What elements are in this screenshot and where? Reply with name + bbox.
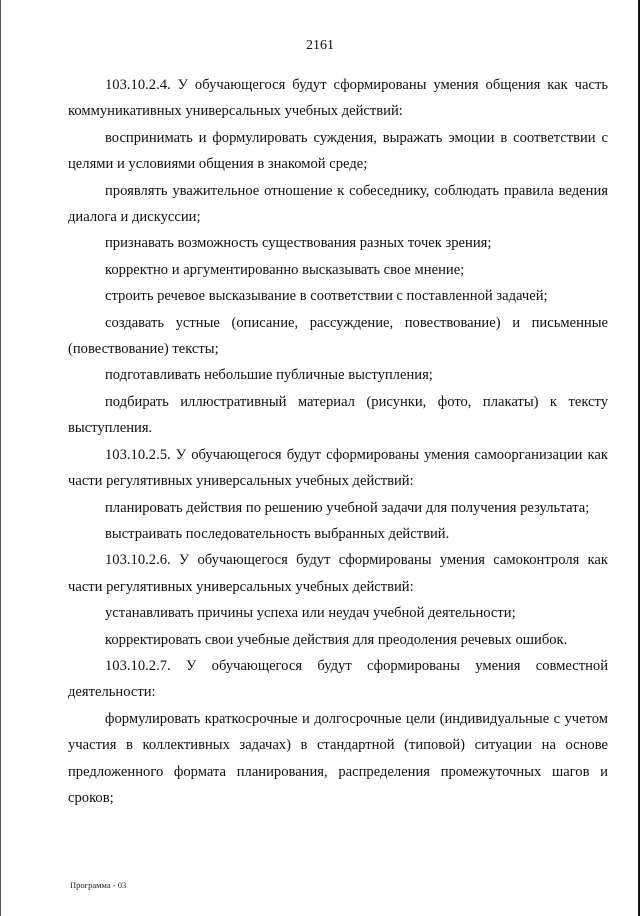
list-item: выстраивать последовательность выбранных действий. bbox=[105, 525, 450, 542]
list-item: создавать устные (описание, рассуждение, повествование) и письменные (повествование) тексты; bbox=[68, 314, 608, 358]
list-item: планировать действия по решению учебной задачи для получения результата; bbox=[105, 499, 590, 516]
paragraph-103-10-2-4: 103.10.2.4. У обучающегося будут сформированы умения общения как часть коммуникативных универсальных учебных действий: bbox=[68, 77, 608, 120]
paragraph-103-10-2-5: 103.10.2.5. У обучающегося будут сформированы умения самоорганизации как части регулятивных универсальных учебных действий: bbox=[68, 446, 608, 490]
list-item: признавать возможность существования разных точек зрения; bbox=[105, 235, 492, 252]
scan-edge-left bbox=[0, 0, 1, 916]
page-number: 2161 bbox=[306, 38, 334, 53]
paragraph-103-10-2-7: 103.10.2.7. У обучающегося будут сформированы умения совместной деятельности: bbox=[68, 657, 608, 701]
list-item: формулировать краткосрочные и долгосрочные цели (индивидуальные с учетом участия в коллективных задачах) в стандартной (типовой) ситуации на основе предложенного формата планирования, распределения промежуточных шагов и сроков; bbox=[68, 710, 608, 806]
list-item: устанавливать причины успеха или неудач учебной деятельности; bbox=[105, 605, 516, 622]
body-text bbox=[68, 72, 608, 811]
list-item: корректировать свои учебные действия для преодоления речевых ошибок. bbox=[105, 631, 568, 648]
footer-program-label: Программа - 03 bbox=[70, 880, 127, 890]
list-item: строить речевое высказывание в соответствии с поставленной задачей; bbox=[105, 288, 548, 305]
list-item: воспринимать и формулировать суждения, выражать эмоции в соответствии с целями и условиями общения в знакомой среде; bbox=[68, 129, 608, 173]
list-item: корректно и аргументированно высказывать свое мнение; bbox=[105, 261, 465, 278]
list-item: подбирать иллюстративный материал (рисунки, фото, плакаты) к тексту выступления. bbox=[68, 393, 608, 437]
paragraph-103-10-2-6: 103.10.2.6. У обучающегося будут сформированы умения самоконтроля как части регулятивных универсальных учебных действий: bbox=[68, 552, 608, 595]
list-item: подготавливать небольшие публичные выступления; bbox=[105, 367, 433, 384]
list-item: проявлять уважительное отношение к собеседнику, соблюдать правила ведения диалога и дискуссии; bbox=[68, 182, 608, 226]
